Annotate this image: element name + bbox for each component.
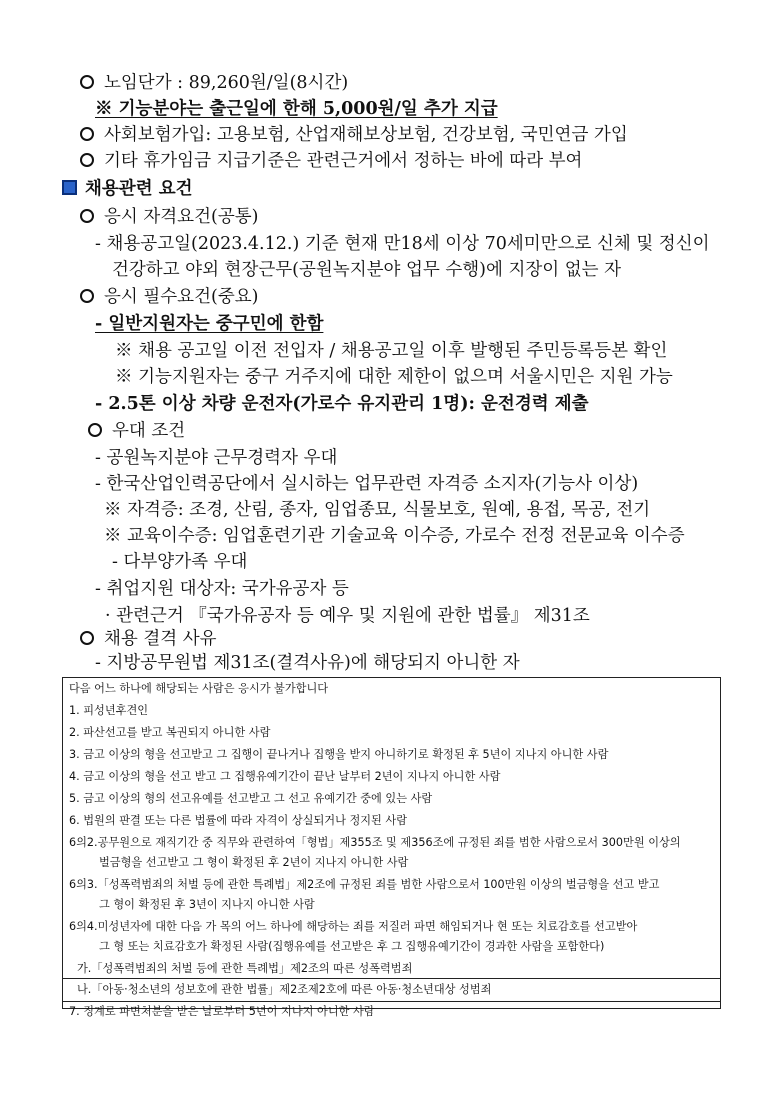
box-row-6-4-b: 그 형 또는 치료감호가 확정된 사람(집행유예를 선고받은 후 그 집행유예기간이 경과한 사람을 포함한다)	[99, 940, 605, 953]
required-qualification-heading	[80, 284, 258, 310]
common-qualification-title: 응시 자격요건(공통)	[104, 207, 259, 227]
section-heading	[62, 176, 193, 202]
required-driver-line: - 2.5톤 이상 차량 운전자(가로수 유지관리 1명): 운전경력 제출	[95, 394, 589, 414]
box-row-6-4-ga: 가.「성폭력범죄의 처벌 등에 관한 특례법」제2조의 따른 성폭력범죄	[77, 962, 413, 975]
skill-bonus-note: ※ 기능분야는 출근일에 한해 5,000원/일 추가 지급	[95, 99, 498, 119]
box-row-6-4-na: 나.「아동·청소년의 성보호에 관한 법률」제2조제2호에 따른 아동·청소년대상 성범죄	[77, 983, 492, 996]
circle-bullet-icon	[80, 127, 94, 141]
preference-heading	[88, 418, 185, 444]
required-note2: ※ 기능지원자는 중구 거주지에 대한 제한이 없으며 서울시민은 지원 가능	[115, 367, 673, 387]
box-row-6-2-a: 6의2.공무원으로 재직기간 중 직무와 관련하여「형법」제355조 및 제356조에 규정된 죄를 범한 사람으로서 300만원 이상의	[69, 836, 681, 849]
disqualification-box	[62, 677, 721, 1018]
preference-item3: - 다부양가족 우대	[112, 552, 248, 572]
disqualification-line1: - 지방공무원법 제31조(결격사유)에 해당되지 아니한 자	[95, 653, 520, 673]
box-row-4: 4. 금고 이상의 형을 선고 받고 그 집행유예기간이 끝난 날부터 2년이 지나지 아니한 사람	[69, 770, 501, 783]
common-qualification-line2: 건강하고 야외 현장근무(공원녹지분야 업무 수행)에 지장이 없는 자	[112, 260, 622, 280]
box-row-3: 3. 금고 이상의 형을 선고받고 그 집행이 끝나거나 집행을 받지 아니하기로 확정된 후 5년이 지나지 아니한 사람	[69, 748, 609, 761]
required-qualification-title: 응시 필수요건(중요)	[104, 287, 259, 307]
circle-bullet-icon	[80, 75, 94, 89]
section-title: 채용관련 요건	[85, 179, 193, 199]
circle-bullet-icon	[80, 209, 94, 223]
required-note1: ※ 채용 공고일 이전 전입자 / 채용공고일 이후 발행된 주민등록등본 확인	[115, 341, 668, 361]
insurance-item	[80, 122, 628, 148]
box-divider	[63, 978, 720, 979]
preference-item4: - 취업지원 대상자: 국가유공자 등	[95, 579, 349, 599]
common-qualification-heading	[80, 204, 258, 230]
box-row-6: 6. 법원의 판결 또는 다른 법률에 따라 자격이 상실되거나 정지된 사람	[69, 814, 408, 827]
preference-item2: - 한국산업인력공단에서 실시하는 업무관련 자격증 소지자(기능사 이상)	[95, 474, 639, 494]
preference-cert-note: ※ 자격증: 조경, 산림, 종자, 임업종묘, 식물보호, 원예, 용접, 목공, 전기	[104, 500, 651, 520]
box-row-1: 1. 피성년후견인	[69, 704, 149, 717]
blue-square-bullet-icon	[62, 180, 77, 195]
box-row-6-3-a: 6의3.「성폭력범죄의 처벌 등에 관한 특례법」제2조에 규정된 죄를 범한 사람으로서 100만원 이상의 벌금형을 선고 받고	[69, 878, 660, 891]
box-row-6-4-a: 6의4.미성년자에 대한 다음 가 목의 어느 하나에 해당하는 죄를 저질러 파면 해임되거나 현 또는 치료감호를 선고받아	[69, 920, 638, 933]
box-row-5: 5. 금고 이상의 형의 선고유예를 선고받고 그 선고 유예기간 중에 있는 사람	[69, 792, 433, 805]
required-residency-line: - 일반지원자는 중구민에 한함	[95, 314, 324, 334]
holiday-pay-item	[80, 148, 582, 174]
circle-bullet-icon	[80, 153, 94, 167]
insurance-text: 사회보험가입: 고용보험, 산업재해보상보험, 건강보험, 국민연금 가입	[104, 125, 628, 145]
circle-bullet-icon	[88, 423, 102, 437]
box-row-7: 7. 징계로 파면처분을 받은 날로부터 5년이 지나지 아니한 사람	[69, 1005, 375, 1018]
preference-item1: - 공원녹지분야 근무경력자 우대	[95, 448, 338, 468]
box-intro: 다음 어느 하나에 해당되는 사람은 응시가 불가합니다	[69, 682, 329, 695]
box-row-6-2-b: 벌금형을 선고받고 그 형이 확정된 후 2년이 지나지 아니한 사람	[99, 856, 409, 869]
holiday-pay-text: 기타 휴가임금 지급기준은 관련근거에서 정하는 바에 따라 부여	[104, 151, 583, 171]
common-qualification-line1: - 채용공고일(2023.4.12.) 기준 현재 만18세 이상 70세미만으로 신체 및 정신이	[95, 234, 710, 254]
box-divider	[63, 1001, 720, 1002]
preference-title: 우대 조건	[112, 421, 186, 441]
preference-law-reference: · 관련근거 『국가유공자 등 예우 및 지원에 관한 법률』 제31조	[105, 606, 590, 626]
disqualification-heading	[80, 626, 217, 652]
circle-bullet-icon	[80, 631, 94, 645]
circle-bullet-icon	[80, 289, 94, 303]
daily-wage-item	[80, 70, 348, 96]
box-row-6-3-b: 그 형이 확정된 후 3년이 지나지 아니한 사람	[99, 898, 315, 911]
daily-wage-text: 노임단가 : 89,260원/일(8시간)	[104, 73, 349, 93]
box-row-2: 2. 파산선고를 받고 복권되지 아니한 사람	[69, 726, 271, 739]
preference-edu-note: ※ 교육이수증: 임업훈련기관 기술교육 이수증, 가로수 전정 전문교육 이수증	[104, 526, 685, 546]
disqualification-title: 채용 결격 사유	[104, 629, 217, 649]
